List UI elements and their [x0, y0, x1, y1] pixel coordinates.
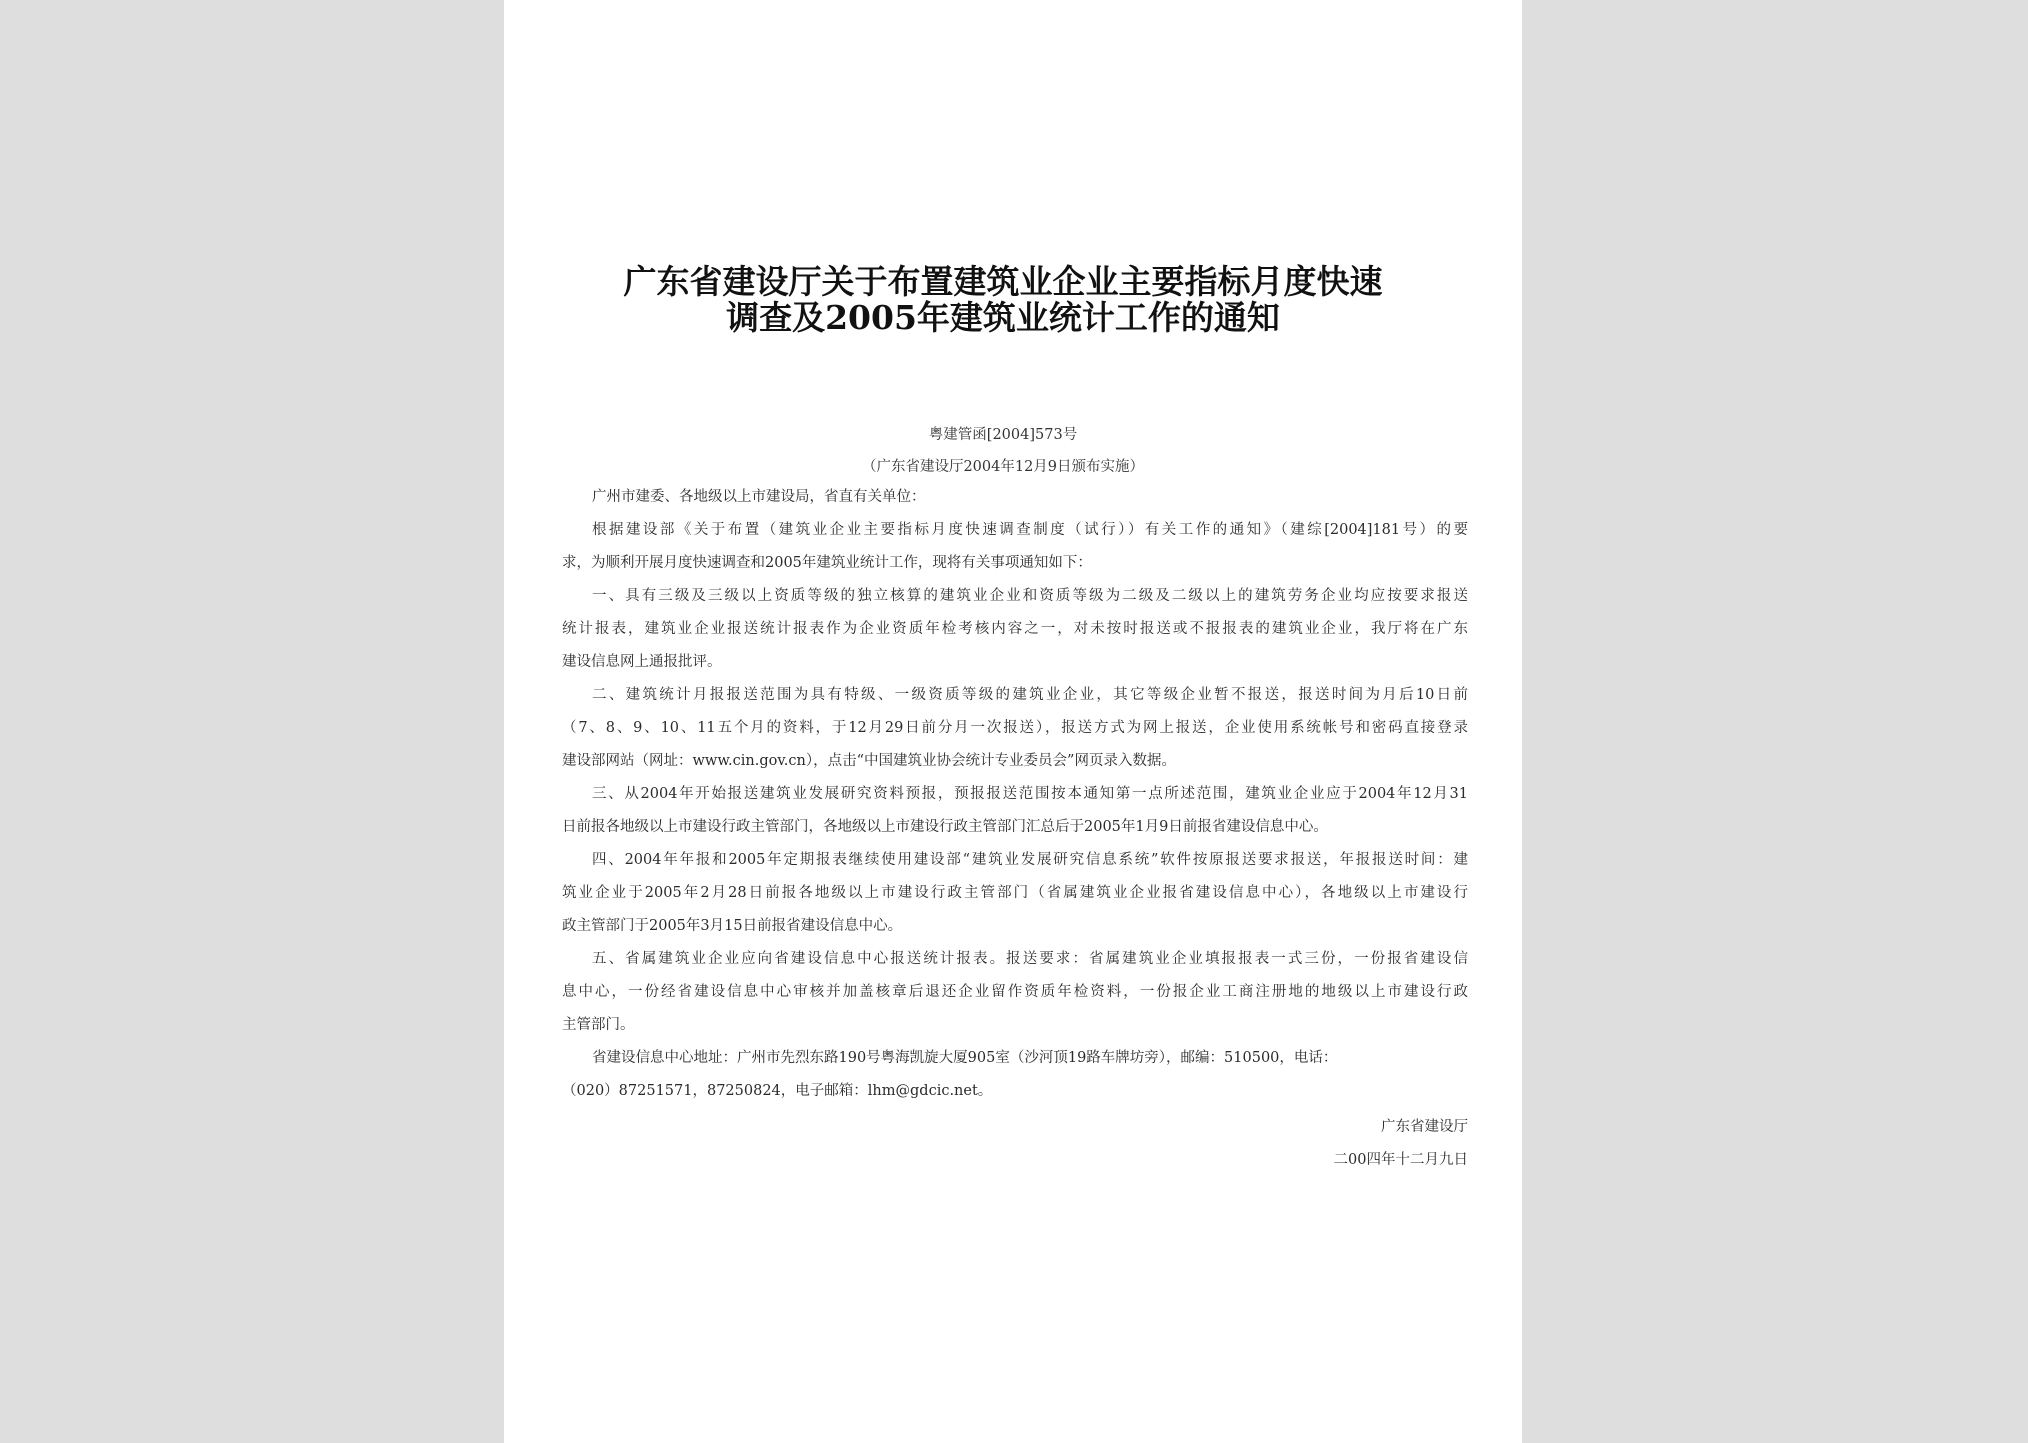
- intro-line-1: 根据建设部《关于布置（建筑业企业主要指标月度快速调查制度（试行））有关工作的通知》（建综[2004]181号）的要: [592, 522, 1468, 538]
- paragraph-2-line-3: 建设部网站（网址：www.cin.gov.cn），点击“中国建筑业协会统计专业委员会”网页录入数据。: [562, 753, 1176, 769]
- document-title-line-1: 广东省建设厅关于布置建筑业企业主要指标月度快速: [623, 262, 1383, 301]
- address-line-2: （020）87251571，87250824，电子邮箱：lhm@gdcic.net。: [562, 1083, 993, 1099]
- paragraph-1-line-2: 统计报表，建筑业企业报送统计报表作为企业资质年检考核内容之一，对未按时报送或不报报表的建筑业企业，我厅将在广东: [562, 621, 1468, 637]
- paragraph-5-line-1: 五、省属建筑业企业应向省建设信息中心报送统计报表。报送要求：省属建筑业企业填报报表一式三份，一份报省建设信: [592, 951, 1468, 967]
- paragraph-4-line-3: 政主管部门于2005年3月15日前报省建设信息中心。: [562, 918, 903, 934]
- document-title-line-2: 调查及2005年建筑业统计工作的通知: [726, 298, 1280, 337]
- paragraph-3-line-1: 三、从2004年开始报送建筑业发展研究资料预报，预报报送范围按本通知第一点所述范围，建筑业企业应于2004年12月31: [592, 786, 1468, 802]
- address-line-1: 省建设信息中心地址：广州市先烈东路190号粤海凯旋大厦905室（沙河顶19路车牌坊旁），邮编：510500，电话：: [592, 1050, 1338, 1066]
- paragraph-5-line-2: 息中心，一份经省建设信息中心审核并加盖核章后退还企业留作资质年检资料，一份报企业工商注册地的地级以上市建设行政: [562, 984, 1468, 1000]
- salutation: 广州市建委、各地级以上市建设局，省直有关单位：: [592, 489, 926, 505]
- paragraph-1-line-1: 一、具有三级及三级以上资质等级的独立核算的建筑业企业和资质等级为二级及二级以上的建筑劳务企业均应按要求报送: [592, 588, 1468, 604]
- paragraph-4-line-2: 筑业企业于2005年2月28日前报各地级以上市建设行政主管部门（省属建筑业企业报省建设信息中心），各地级以上市建设行: [562, 885, 1468, 901]
- signature-org: 广东省建设厅: [1381, 1119, 1468, 1135]
- paragraph-4-line-1: 四、2004年年报和2005年定期报表继续使用建设部“建筑业发展研究信息系统”软件按原报送要求报送，年报报送时间：建: [592, 852, 1468, 868]
- document-number: 粤建管函[2004]573号: [928, 427, 1078, 443]
- document-page: [504, 0, 1522, 1443]
- intro-line-2: 求，为顺利开展月度快速调查和2005年建筑业统计工作，现将有关事项通知如下：: [562, 555, 1092, 571]
- paragraph-2-line-2: （7、8、9、10、11五个月的资料，于12月29日前分月一次报送），报送方式为网上报送，企业使用系统帐号和密码直接登录: [562, 720, 1468, 736]
- paragraph-3-line-2: 日前报各地级以上市建设行政主管部门，各地级以上市建设行政主管部门汇总后于2005年1月9日前报省建设信息中心。: [562, 819, 1328, 835]
- paragraph-5-line-3: 主管部门。: [562, 1017, 635, 1033]
- paragraph-1-line-3: 建设信息网上通报批评。: [562, 654, 722, 670]
- issue-note: （广东省建设厅2004年12月9日颁布实施）: [861, 459, 1145, 475]
- paragraph-2-line-1: 二、建筑统计月报报送范围为具有特级、一级资质等级的建筑业企业，其它等级企业暂不报送，报送时间为月后10日前: [592, 687, 1468, 703]
- signature-date: 二00四年十二月九日: [1333, 1152, 1468, 1168]
